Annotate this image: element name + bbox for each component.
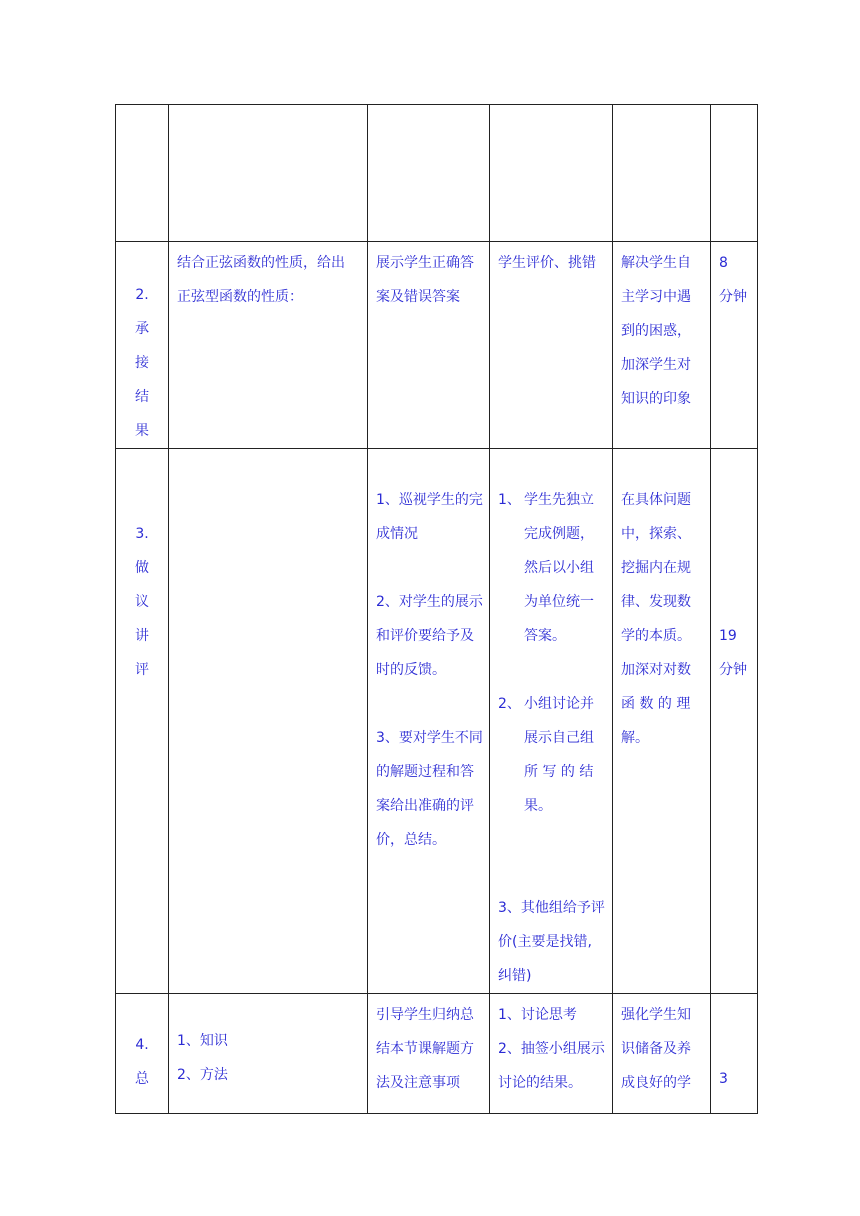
text-line: 2、方法: [177, 1067, 228, 1083]
text-line: 展示学生正确答: [376, 255, 474, 271]
text-line: 和评价要给予及: [376, 628, 474, 644]
text-line: 果。: [524, 798, 552, 814]
table-row: [116, 994, 758, 1114]
teacher-activity-cell: [368, 994, 490, 1114]
time-cell: [711, 449, 758, 994]
stage-label: 讲: [135, 628, 149, 644]
stage-cell: [116, 105, 169, 242]
student-activity-cell: [490, 449, 613, 994]
text-line: 结本节课解题方: [376, 1041, 474, 1057]
text-line: 正弦型函数的性质：: [177, 289, 303, 305]
text-line: 律、发现数: [621, 594, 691, 610]
student-activity-cell: [490, 994, 613, 1114]
text-line: 2、对学生的展示: [376, 594, 483, 610]
text-line: 3、要对学生不同: [376, 730, 483, 746]
text-line: 知识的印象: [621, 391, 691, 407]
text-line: 强化学生知: [621, 1007, 691, 1023]
text-line: 19: [719, 628, 737, 644]
list-number: 2、: [498, 696, 521, 712]
table-row: [116, 242, 758, 449]
text-line: 学生先独立: [524, 492, 594, 508]
text-line: 价(主要是找错,: [498, 934, 592, 950]
text-line: 分钟: [719, 662, 747, 678]
table-row: [116, 449, 758, 994]
content-cell: [169, 105, 368, 242]
content-cell: [169, 242, 368, 449]
stage-cell: [116, 242, 169, 449]
teacher-activity-cell: [368, 105, 490, 242]
text-line: 法及注意事项: [376, 1075, 460, 1091]
text-line: 1、讨论思考: [498, 1007, 577, 1023]
text-line: 引导学生归纳总: [376, 1007, 474, 1023]
text-line: 挖掘内在规: [621, 560, 691, 576]
text-line: 完成例题，: [524, 526, 594, 542]
teacher-activity-cell: [368, 449, 490, 994]
text-line: 识储备及养: [621, 1041, 691, 1057]
time-cell: [711, 242, 758, 449]
lesson-plan-table: [115, 104, 758, 1114]
text-line: 在具体问题: [621, 492, 691, 508]
text-line: 纠错): [498, 968, 532, 984]
text-line: 然后以小组: [524, 560, 594, 576]
text-line: 展示自己组: [524, 730, 594, 746]
text-line: 学的本质。: [621, 628, 691, 644]
design-intent-cell: [613, 242, 711, 449]
stage-label: 接: [135, 355, 149, 371]
stage-label: 结: [135, 389, 149, 405]
student-activity-cell: [490, 242, 613, 449]
text-line: 到的困惑，: [621, 323, 691, 339]
table-row: [116, 105, 758, 242]
text-line: 小组讨论并: [524, 696, 594, 712]
text-line: 为单位统一: [524, 594, 594, 610]
text-line: 学生评价、挑错: [498, 255, 596, 271]
text-line: 案给出准确的评: [376, 798, 474, 814]
stage-label: 果: [135, 423, 149, 439]
stage-label: 总: [135, 1071, 149, 1087]
text-line: 所 写 的 结: [524, 764, 594, 780]
text-line: 1、巡视学生的完: [376, 492, 483, 508]
design-intent-cell: [613, 449, 711, 994]
text-line: 1、知识: [177, 1033, 228, 1049]
stage-label: 评: [135, 662, 149, 678]
content-cell: [169, 449, 368, 994]
text-line: 解决学生自: [621, 255, 691, 271]
stage-cell: [116, 449, 169, 994]
text-line: 主学习中遇: [621, 289, 691, 305]
text-line: 加深对对数: [621, 662, 691, 678]
text-line: 3: [719, 1071, 728, 1087]
text-line: 成情况: [376, 526, 418, 542]
text-line: 案及错误答案: [376, 289, 460, 305]
text-line: 成良好的学: [621, 1075, 691, 1091]
stage-label: 2.: [135, 287, 149, 303]
text-line: 结合正弦函数的性质，给出: [177, 255, 345, 271]
text-line: 解。: [621, 730, 649, 746]
list-number: 1、: [498, 492, 521, 508]
time-cell: [711, 105, 758, 242]
text-line: 3、其他组给予评: [498, 900, 605, 916]
stage-label: 议: [135, 594, 149, 610]
list-item: [498, 483, 606, 653]
text-line: 的解题过程和答: [376, 764, 474, 780]
text-line: 时的反馈。: [376, 662, 446, 678]
student-activity-cell: [490, 105, 613, 242]
text-line: 函 数 的 理: [621, 696, 691, 712]
text-line: 价，总结。: [376, 832, 446, 848]
text-line: 加深学生对: [621, 357, 691, 373]
time-cell: [711, 994, 758, 1114]
stage-label: 4.: [135, 1037, 149, 1053]
teacher-activity-cell: [368, 242, 490, 449]
text-line: 2、抽签小组展示: [498, 1041, 605, 1057]
list-item: [498, 687, 606, 823]
stage-label: 做: [135, 560, 149, 576]
text-line: 答案。: [524, 628, 566, 644]
text-line: 中，探索、: [621, 526, 691, 542]
text-line: 讨论的结果。: [498, 1075, 582, 1091]
text-line: 8: [719, 255, 728, 271]
stage-label: 承: [135, 321, 149, 337]
stage-cell: [116, 994, 169, 1114]
design-intent-cell: [613, 105, 711, 242]
content-cell: [169, 994, 368, 1114]
text-line: 分钟: [719, 289, 747, 305]
design-intent-cell: [613, 994, 711, 1114]
stage-label: 3.: [135, 526, 149, 542]
